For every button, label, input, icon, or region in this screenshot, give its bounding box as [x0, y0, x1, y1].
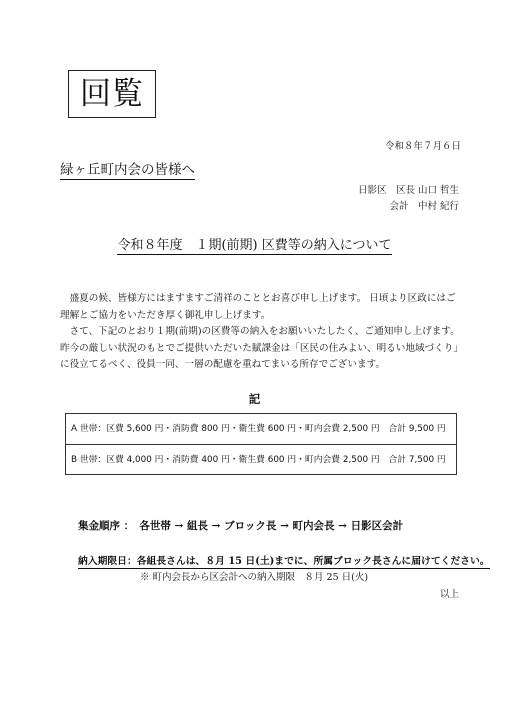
document-title [0, 234, 509, 253]
kairan-stamp: 回覧 [68, 70, 156, 118]
sender-ward-chief: 日影区 区長 山口 哲生 [357, 185, 459, 196]
sender-accountant: 会計 中村 紀行 [389, 201, 459, 212]
collection-flow: 集金順序 ： 各世帯 → 組長 → ブロック長 → 町内会長 → 日影区会計 [78, 520, 404, 532]
body-paragraph: 盛夏の候、皆様方にはますますご清祥のこととお喜び申し上げます。 日頃より区政にはご理解とご協力をいただき厚く御礼申し上げます。 [60, 293, 456, 321]
issue-date: 令和８年７月６日 [384, 141, 461, 152]
fee-row-a: A 世帯：区費 5,600 円・消防費 800 円・衛生費 600 円・町内会費 2,500 円 合計 9,500 円 [71, 424, 446, 434]
recipient-heading: 緑ヶ丘町内会の皆様へ [60, 158, 195, 180]
payment-deadline: 納入期限日：各組長さんは、８月 15 日(土)までに、所属ブロック長さんに届けてください。 [78, 553, 490, 569]
body-text [60, 291, 460, 374]
body-paragraph: さて、下記のとおり１期(前期)の区費等の納入をお願いいたしたく、ご通知申し上げます。昨今の厳しい状況のもとでご提供いただいた賦課金は「区民の住みよい、明るい地域づくり」に役立てるべく、役員一同、一層の配慮を重ねてまいる所存でございます。 [60, 326, 460, 371]
fee-row-b: B 世帯：区費 4,000 円・消防費 400 円・衛生費 600 円・町内会費 2,500 円 合計 7,500 円 [66, 444, 456, 474]
deadline-note: ※ 町内会長から区会計への納入期限 ８月 25 日(火) [140, 572, 369, 583]
document-title-text: 令和８年度 １期(前期) 区費等の納入について [117, 238, 392, 253]
ki-heading: 記 [248, 392, 261, 406]
fee-table [65, 413, 457, 475]
closing-mark: 以上 [439, 589, 459, 600]
